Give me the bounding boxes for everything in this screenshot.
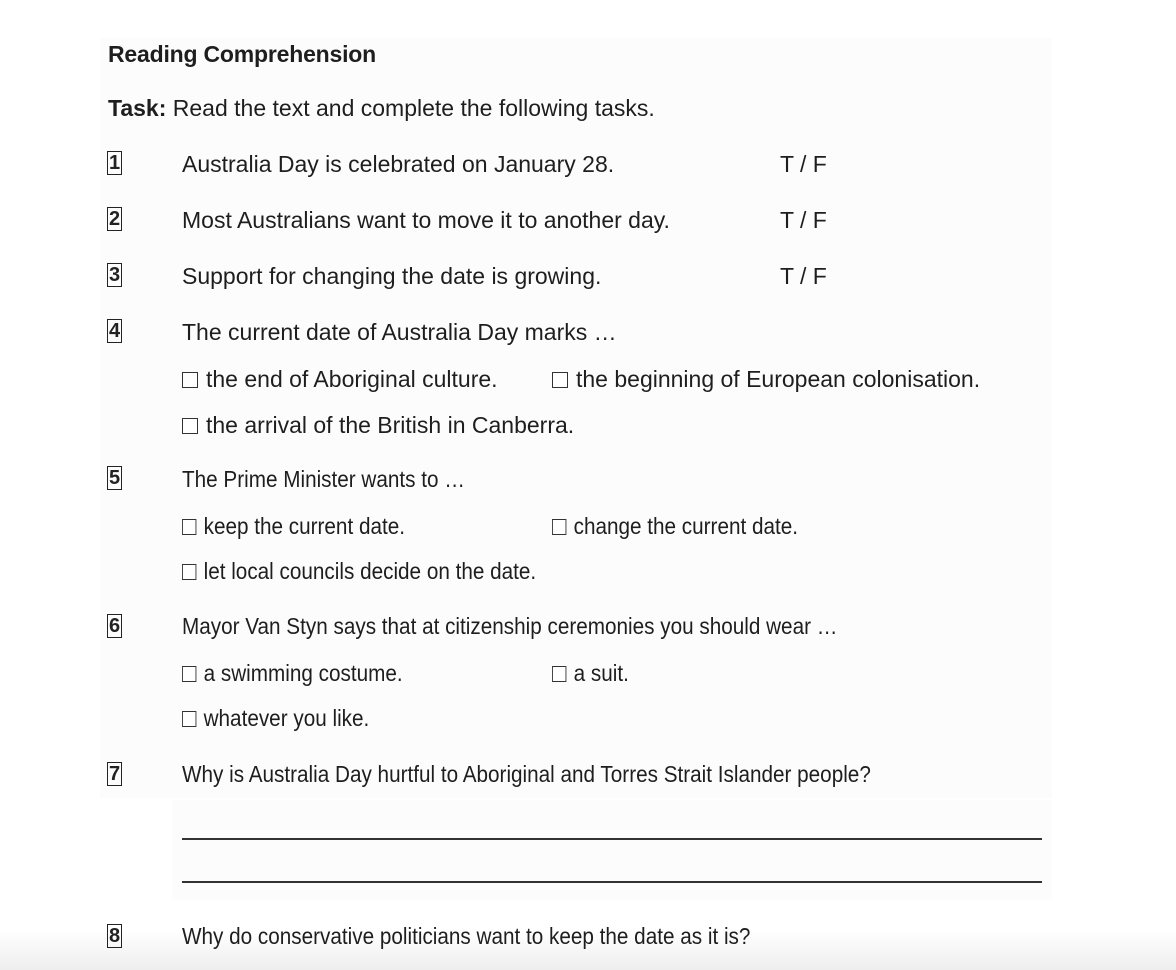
question-text: The Prime Minister wants to … [182, 466, 465, 492]
option-label: whatever you like. [203, 705, 370, 731]
question-number-badge: 2 [108, 208, 121, 230]
task-label: Task: [108, 95, 167, 121]
question-number-badge: 8 [108, 925, 121, 947]
question-number-badge: 3 [108, 264, 121, 286]
option-item[interactable] [552, 513, 798, 540]
option-label: the arrival of the British in Canberra. [206, 412, 575, 438]
checkbox-icon[interactable] [182, 711, 196, 727]
task-instruction [108, 95, 655, 122]
option-item[interactable] [182, 660, 403, 687]
page-background-lower [172, 800, 1052, 900]
question-text: Support for changing the date is growing. [182, 263, 602, 289]
question-text: Why do conservative politicians want to keep the date as it is? [182, 923, 751, 949]
option-label: a swimming costume. [203, 660, 403, 686]
option-item[interactable] [552, 366, 980, 393]
task-text: Read the text and complete the following tasks. [172, 95, 655, 121]
option-item[interactable] [182, 412, 574, 439]
checkbox-icon[interactable] [552, 666, 566, 682]
question-text: Most Australians want to move it to another day. [182, 207, 670, 233]
checkbox-icon[interactable] [552, 519, 566, 535]
option-label: let local councils decide on the date. [203, 558, 537, 584]
question-number-badge: 1 [108, 152, 121, 174]
checkbox-icon[interactable] [182, 666, 196, 682]
question-number-badge: 4 [108, 320, 121, 342]
page-title: Reading Comprehension [108, 41, 376, 67]
option-label: a suit. [573, 660, 629, 686]
checkbox-icon[interactable] [182, 564, 196, 580]
true-false-choice[interactable]: T / F [780, 151, 827, 177]
question-number-badge: 7 [108, 763, 121, 785]
option-label: the beginning of European colonisation. [576, 366, 981, 392]
question-text: Mayor Van Styn says that at citizenship ceremonies you should wear … [182, 613, 838, 639]
question-text: Australia Day is celebrated on January 28. [182, 151, 615, 177]
option-item[interactable] [552, 660, 629, 687]
option-item[interactable] [182, 513, 405, 540]
checkbox-icon[interactable] [182, 372, 198, 388]
option-item[interactable] [182, 366, 498, 393]
question-number-badge: 6 [108, 615, 121, 637]
question-text: Why is Australia Day hurtful to Aboriginal and Torres Strait Islander people? [182, 761, 871, 787]
option-item[interactable] [182, 558, 536, 585]
checkbox-icon[interactable] [552, 372, 568, 388]
option-item[interactable] [182, 705, 369, 732]
option-label: keep the current date. [203, 513, 405, 539]
answer-line[interactable] [182, 881, 1042, 883]
true-false-choice[interactable]: T / F [780, 263, 827, 289]
option-label: the end of Aboriginal culture. [206, 366, 498, 392]
question-text: The current date of Australia Day marks … [182, 319, 617, 345]
checkbox-icon[interactable] [182, 418, 198, 434]
answer-line[interactable] [182, 838, 1042, 840]
question-number-badge: 5 [108, 467, 121, 489]
option-label: change the current date. [573, 513, 799, 539]
true-false-choice[interactable]: T / F [780, 207, 827, 233]
checkbox-icon[interactable] [182, 519, 196, 535]
